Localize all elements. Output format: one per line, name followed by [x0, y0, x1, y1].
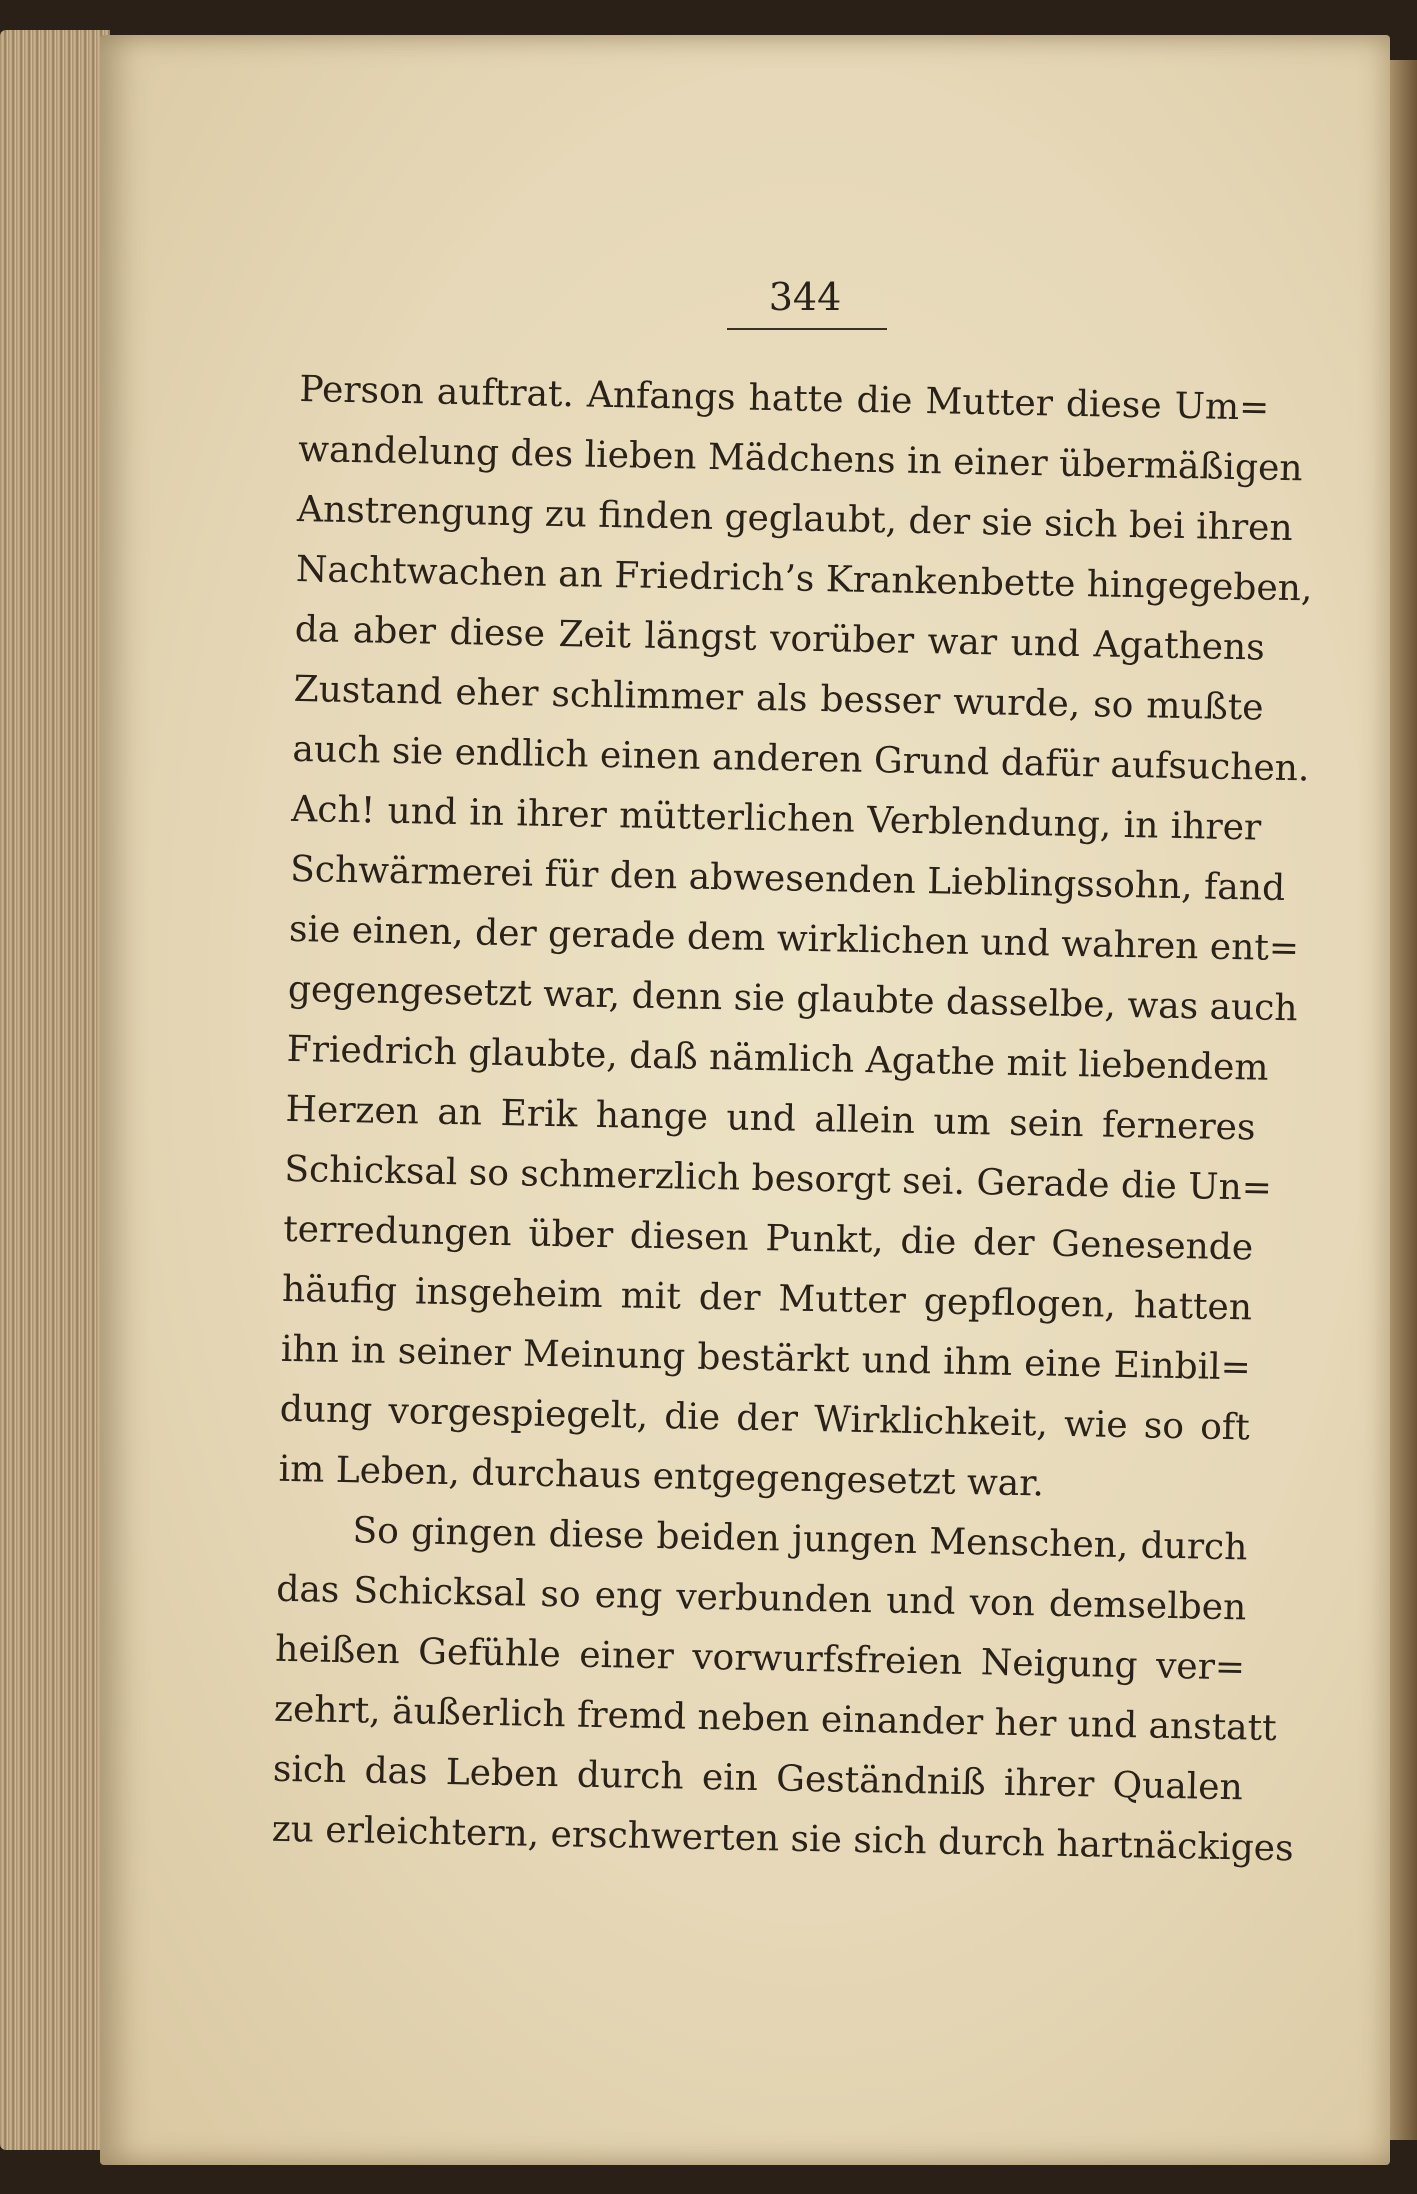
- text-line: das Schicksal so eng verbunden und von demselben: [276, 1568, 1247, 1629]
- paragraph-end-line: im Leben, durchaus entgegengesetzt war.: [278, 1448, 1045, 1505]
- text-line: Nachtwachen an Friedrich’s Krankenbette hingegeben,: [295, 548, 1313, 610]
- text-line: Schwärmerei für den abwesenden Lieblingssohn, fand: [289, 848, 1286, 910]
- text-line: häufig insgeheim mit der Mutter gepflogen, hatten: [281, 1268, 1253, 1329]
- text-line: Schicksal so schmerzlich besorgt sei. Gerade die Un=: [284, 1148, 1273, 1209]
- text-line: Friedrich glaubte, daß nämlich Agathe mit liebendem: [286, 1028, 1269, 1089]
- text-line: Person auftrat. Anfangs hatte die Mutter diese Um=: [299, 368, 1270, 429]
- text-line: sie einen, der gerade dem wirklichen und wahren ent=: [288, 908, 1300, 970]
- text-line: zehrt, äußerlich fremd neben einander her und anstatt: [273, 1688, 1277, 1749]
- text-line: Anstrengung zu finden geglaubt, der sie sich bei ihren: [296, 488, 1294, 550]
- text-line: zu erleichtern, erschwerten sie sich durch hartnäckiges: [271, 1808, 1294, 1870]
- text-line: dung vorgespiegelt, die der Wirklichkeit, wie so oft: [279, 1388, 1251, 1449]
- text-line: auch sie endlich einen anderen Grund dafür aufsuchen.: [292, 728, 1310, 790]
- text-line: heißen Gefühle einer vorwurfsfreien Neigung ver=: [274, 1628, 1246, 1689]
- page-number-rule: [727, 328, 887, 330]
- paragraph-start-line: So gingen diese beiden jungen Menschen, durch: [352, 1510, 1248, 1569]
- body-text: [271, 360, 1313, 1878]
- text-line: gegengesetzt war, denn sie glaubte dasselbe, was auch: [287, 968, 1298, 1030]
- text-line: Ach! und in ihrer mütterlichen Verblendung, in ihrer: [290, 788, 1262, 849]
- text-line: ihn in seiner Meinung bestärkt und ihm eine Einbil=: [280, 1328, 1252, 1389]
- page-number: 344: [768, 275, 842, 319]
- page-edges: [0, 30, 110, 2150]
- text-line: terredungen über diesen Punkt, die der Genesende: [282, 1208, 1254, 1269]
- text-line: Herzen an Erik hange und allein um sein ferneres: [285, 1088, 1256, 1149]
- text-line: wandelung des lieben Mädchens in einer übermäßigen: [297, 428, 1303, 490]
- text-line: da aber diese Zeit längst vorüber war und Agathens: [294, 608, 1266, 669]
- text-line: sich das Leben durch ein Geständniß ihrer Qualen: [272, 1748, 1244, 1809]
- text-line: Zustand eher schlimmer als besser wurde, so mußte: [293, 668, 1264, 729]
